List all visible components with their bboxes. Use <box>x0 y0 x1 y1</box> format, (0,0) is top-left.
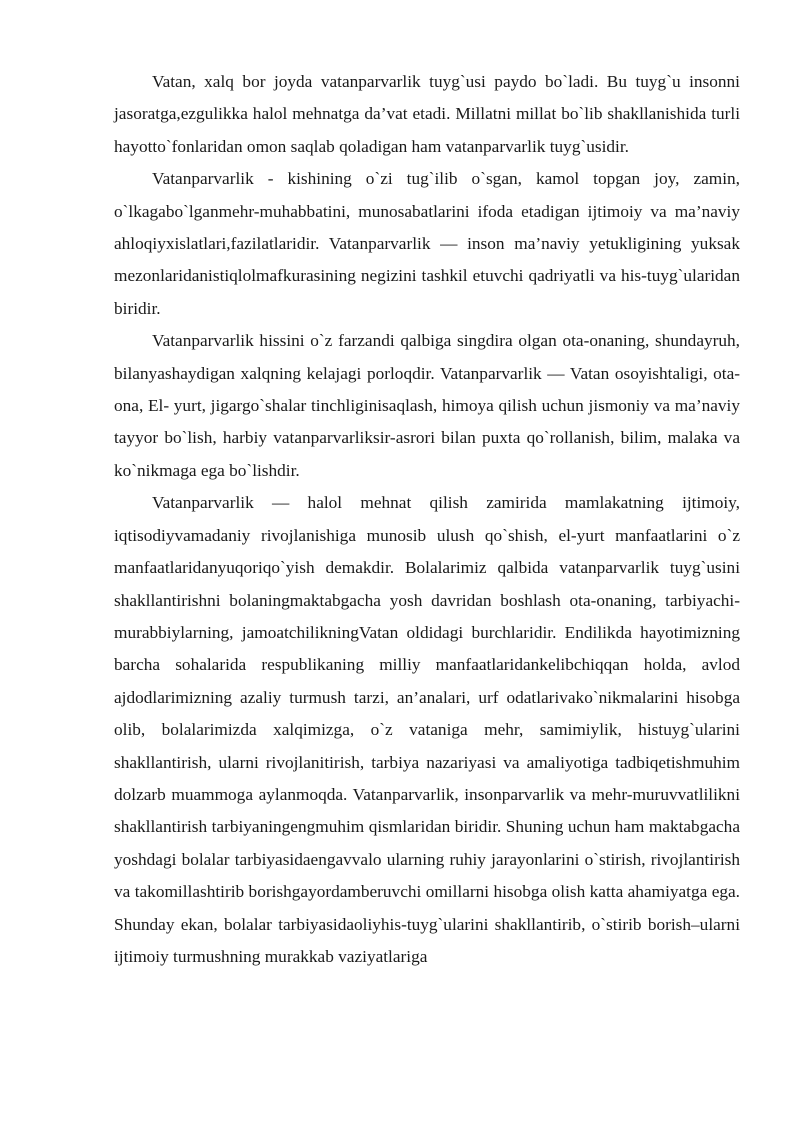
paragraph-1: Vatan, xalq bor joyda vatanparvarlik tuyg`usi paydo bo`ladi. Bu tuyg`u insonni jasoratga,ezgulikka halol mehnatga da’vat etadi. Millatni millat bo`lib shakllanishida turli hayotto`fonlaridan omon saqlab qoladigan ham vatanparvarlik tuyg`usidir. <box>114 72 740 156</box>
paragraph-4: Vatanparvarlik — halol mehnat qilish zamirida mamlakatning ijtimoiy, iqtisodiyvamadaniy rivojlanishiga munosib ulush qo`shish, el-yurt manfaatlarini o`z manfaatlaridanyuqoriqo`yish demakdir. Bolalarimiz qalbida vatanparvarlik tuyg`usini shakllantirishni bolaningmaktabgacha yosh davridan boshlash ota-onaning, tarbiyachi-murabbiylarning, jamoatchilikningVatan oldidagi burchlaridir. Endilikda hayotimizning barcha sohalarida respublikaning milliy manfaatlaridankelibchiqqan holda, avlod ajdodlarimizning azaliy turmush tarzi, an’analari, urf odatlarivako`nikmalarini hisobga olib, bolalarimizda xalqimizga, o`z vataniga mehr, samimiylik, histuyg`ularini shakllantirish, ularni rivojlanitirish, tarbiya nazariyasi va amaliyotiga tadbiqetishmuhim dolzarb muammoga aylanmoqda. Vatanparvarlik, insonparvarlik va mehr-muruvvatlilikni shakllantirish tarbiyaningengmuhim qismlaridan biridir. Shuning uchun ham maktabgacha yoshdagi bolalar tarbiyasidaengavvalo ularning ruhiy jarayonlarini o`stirish, rivojlantirish va takomillashtirib borishgayordamberuvchi omillarni hisobga olish katta ahamiyatga ega. Shunday ekan, bolalar tarbiyasidaoliyhis-tuyg`ularini shakllantirib, o`stirib borish–ularni ijtimoiy turmushning murakkab vaziyatlariga <box>114 493 740 966</box>
paragraph-2: Vatanparvarlik - kishining o`zi tug`ilib o`sgan, kamol topgan joy, zamin, o`lkagabo`lganmehr-muhabbatini, munosabatlarini ifoda etadigan ijtimoiy va ma’naviy ahloqiyxislatlari,fazilatlaridir. Vatanparvarlik — inson ma’naviy yetukligining yuksak mezonlaridanistiqlolmafkurasining negizini tashkil etuvchi qadriyatli va his-tuyg`ularidan biridir. <box>114 169 740 318</box>
document-page <box>114 66 740 973</box>
paragraph-3: Vatanparvarlik hissini o`z farzandi qalbiga singdira olgan ota-onaning, shundayruh, bilanyashaydigan xalqning kelajagi porloqdir. Vatanparvarlik — Vatan osoyishtaligi, ota-ona, El- yurt, jigargo`shalar tinchliginisaqlash, himoya qilish uchun jismoniy va ma’naviy tayyor bo`lish, harbiy vatanparvarliksir-asrori bilan puxta qo`rollanish, bilim, malaka va ko`nikmaga ega bo`lishdir. <box>114 331 740 480</box>
